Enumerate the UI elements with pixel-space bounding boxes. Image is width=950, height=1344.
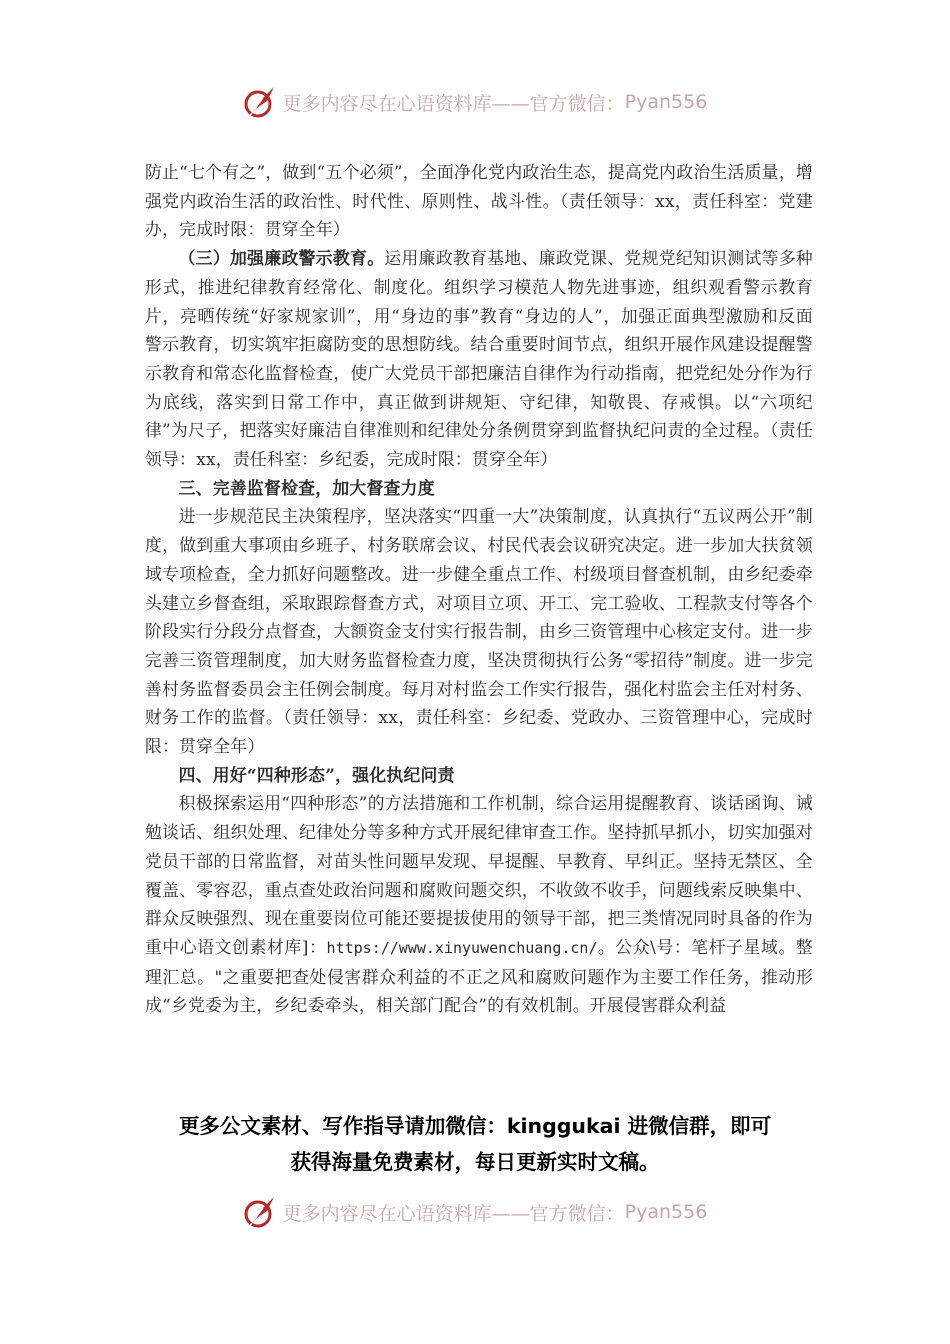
- promo-line: 获得海量免费素材，每日更新实时文稿。: [290, 1150, 660, 1174]
- banner-wechat-id: Pyan556: [624, 1201, 708, 1223]
- paragraph-text: 运用廉政教育基地、廉政党课、党规党纪知识测试等多种形式，推进纪律教育经常化、制度化。组织学习模范人物先进事迹，组织观看警示教育片，亮晒传统“好家规家训”，用“身边的事”教育“身边的人”，加强正面典型激励和反面警示教育，切实筑牢拒腐防变的思想防线。结合重要时间节点，组织开展作风建设提醒警示教育和常态化监督检查，使广大党员干部把廉洁自律作为行动指南，把党纪处分作为行为底线，落实到日常工作中，真正做到讲规矩、守纪律，知敬畏、存戒惧。以“六项纪律”为尺子，把落实好廉洁自律准则和纪律处分条例贯穿到监督执纪问责的全过程。（责任领导：xx，责任科室：乡纪委，完成时限：贯穿全年）: [145, 248, 813, 470]
- banner-text: 更多内容尽在心语资料库——官方微信：: [282, 92, 625, 115]
- section-heading: 三、完善监督检查，加大督查力度: [178, 477, 435, 498]
- paragraph: 进一步规范民主决策程序，坚决落实“四重一大”决策制度，认真执行“五议两公开”制度，做到重大事项由乡班子、村务联席会议、村民代表会议研究决定。进一步加大扶贫领域专项检查，全力抓好问题整改。进一步健全重点工作、村级项目督查机制，由乡纪委牵头建立乡督查组，采取跟踪督查方式，对项目立项、开工、完工验收、工程款支付等各个阶段实行分段分点督查，大额资金支付实行报告制，由乡三资管理中心核定支付。进一步完善三资管理制度，加大财务监督检查力度，坚决贯彻执行公务“零招待”制度。进一步完善村务监督委员会主任例会制度。每月对村监会工作实行报告，强化村监会主任对村务、财务工作的监督。（责任领导：xx，责任科室：乡纪委、党政办、三资管理中心，完成时限：贯穿全年）: [145, 506, 813, 757]
- section-heading: 四、用好“四种形态”，强化执纪问责: [178, 764, 455, 785]
- footer-banner: [0, 1192, 950, 1232]
- document-body: [145, 158, 813, 1020]
- banner-wechat-id: Pyan556: [624, 91, 708, 113]
- header-banner: [0, 82, 950, 122]
- quill-logo-icon: [243, 1194, 279, 1230]
- quill-logo-icon: [243, 84, 279, 120]
- promo-line: 更多公文素材、写作指导请加微信：kinggukai 进微信群，即可: [178, 1114, 772, 1138]
- sub-heading: （三）加强廉政警示教育。: [178, 248, 385, 269]
- promo-notice: [100, 1108, 850, 1180]
- paragraph-text: 。公众\号：笔杆子星域。整理汇总。"之重要把查处侵害群众利益的不正之风和腐败问题作为主要工作任务，推动形成“乡党委为主，乡纪委牵头，相关部门配合”的有效机制。开展侵害群众利益: [145, 936, 813, 1016]
- paragraph: [145, 244, 813, 474]
- paragraph: 防止“七个有之”，做到“五个必须”，全面净化党内政治生态，提高党内政治生活质量，增强党内政治生活的政治性、时代性、原则性、战斗性。（责任领导：xx，责任科室：党建办，完成时限：贯穿全年）: [145, 162, 813, 240]
- paragraph: [145, 789, 813, 1020]
- website-url: https://www.xinyuwenchuang.cn/: [326, 938, 598, 957]
- paragraph-text: 积极探索运用“四种形态”的方法措施和工作机制，综合运用提醒教育、谈话函询、诫勉谈话、组织处理、纪律处分等多种方式开展纪律审查工作。坚持抓早抓小，切实加强对党员干部的日常监督，对苗头性问题早发现、早提醒、早教育、早纠正。坚持无禁区、全覆盖、零容忍，重点查处政治问题和腐败问题交织，不收敛不收手，问题线索反映集中、群众反映强烈、现在重要岗位可能还要提拔使用的领导干部，把三类情况同时具备的作为重中心语文创素材库]：: [145, 793, 813, 957]
- banner-text: 更多内容尽在心语资料库——官方微信：: [282, 1202, 625, 1225]
